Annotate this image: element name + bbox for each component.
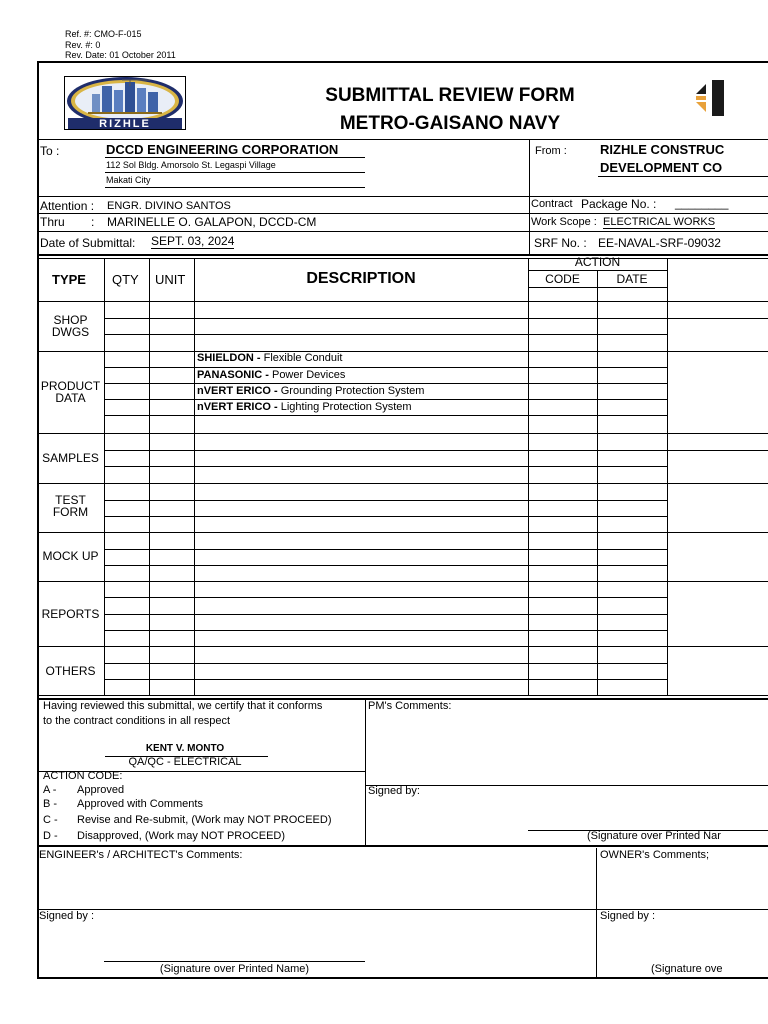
attention-label: Attention : — [40, 199, 95, 213]
thru-label: Thru — [40, 215, 65, 229]
from-company-2: DEVELOPMENT CO — [600, 160, 723, 175]
company-logo — [64, 76, 186, 130]
engineer-signed-by: Signed by : — [39, 910, 95, 922]
reviewer-name: KENT V. MONTO — [145, 743, 225, 754]
action-code-b: B - Approved with Comments — [43, 798, 203, 810]
to-label: To : — [40, 144, 60, 158]
attention-value: ENGR. DIVINO SANTOS — [107, 200, 231, 212]
project-title: METRO-GAISANO NAVY — [339, 113, 561, 134]
action-code-a: A - Approved — [43, 784, 125, 796]
contract-value: ________ — [675, 196, 729, 210]
type-samples: SAMPLES — [42, 451, 99, 465]
type-others: OTHERS — [45, 664, 96, 678]
action-code-c: C - Revise and Re-submit, (Work may NOT PROCEED) — [43, 814, 332, 826]
contract-label: Contract — [531, 198, 573, 210]
action-code-d: D - Disapproved, (Work may NOT PROCEED) — [43, 830, 286, 842]
ref-number: Ref. #: CMO-F-015 — [65, 29, 142, 39]
workscope-value: ELECTRICAL WORKS — [603, 216, 716, 228]
owner-signed-by: Signed by : — [600, 910, 656, 922]
certification-line-2: to the contract conditions in all respect — [43, 715, 231, 727]
owner-signature-note: (Signature ove — [651, 963, 723, 975]
header-code: CODE — [545, 272, 580, 286]
type-shop-dwgs: SHOP DWGS — [51, 313, 90, 339]
to-address-2: Makati City — [106, 175, 151, 185]
from-label: From : — [535, 145, 567, 157]
rev-number: Rev. #: 0 — [65, 40, 101, 50]
action-code-title: ACTION CODE: — [43, 770, 123, 782]
contract-package-label: Package No. : — [581, 197, 657, 211]
header-description: DESCRIPTION — [306, 270, 416, 287]
rev-date: Rev. Date: 01 October 2011 — [65, 50, 176, 60]
header-qty: QTY — [112, 272, 139, 287]
product-item: nVERT ERICO - Lighting Protection System — [197, 401, 412, 413]
workscope-label: Work Scope : — [531, 216, 597, 228]
contractor-logo — [694, 78, 724, 120]
product-item: nVERT ERICO - Grounding Protection System — [197, 385, 425, 397]
header-action: ACTION — [574, 255, 621, 269]
from-company-1: RIZHLE CONSTRUC — [600, 142, 725, 157]
type-reports: REPORTS — [41, 607, 100, 621]
pm-signed-by: Signed by: — [368, 785, 420, 797]
header-unit: UNIT — [155, 272, 186, 287]
date-value: SEPT. 03, 2024 — [151, 234, 235, 248]
pm-signature-note: (Signature over Printed Nar — [587, 830, 721, 842]
reviewer-title: QA/QC - ELECTRICAL — [128, 756, 242, 768]
srf-value: EE-NAVAL-SRF-09032 — [598, 236, 721, 250]
type-product-data: PRODUCT DATA — [40, 379, 101, 405]
to-company: DCCD ENGINEERING CORPORATION — [106, 142, 339, 157]
pm-comments-label: PM's Comments: — [368, 700, 452, 712]
header-type: TYPE — [52, 272, 86, 287]
thru-value: MARINELLE O. GALAPON, DCCD-CM — [107, 215, 317, 229]
to-address-1: 112 Sol Bldg. Amorsolo St. Legaspi Village — [106, 160, 276, 170]
thru-colon: : — [91, 215, 95, 229]
header-date: DATE — [616, 272, 648, 286]
product-item: PANASONIC - Power Devices — [197, 369, 346, 381]
engineer-comments-label: ENGINEER's / ARCHITECT's Comments: — [39, 849, 243, 861]
type-mock-up: MOCK UP — [42, 549, 99, 563]
srf-label: SRF No. : — [534, 236, 587, 250]
date-label: Date of Submittal: — [40, 236, 136, 250]
product-item: SHIELDON - Flexible Conduit — [197, 352, 343, 364]
owner-comments-label: OWNER's Comments; — [600, 849, 710, 861]
certification-line-1: Having reviewed this submittal, we certify that it conforms — [43, 700, 323, 712]
form-title: SUBMITTAL REVIEW FORM — [325, 85, 575, 106]
engineer-signature-note: (Signature over Printed Name) — [159, 963, 310, 975]
svg-text:RIZHLE: RIZHLE — [99, 118, 151, 130]
type-test-form: TEST FORM — [52, 493, 89, 519]
